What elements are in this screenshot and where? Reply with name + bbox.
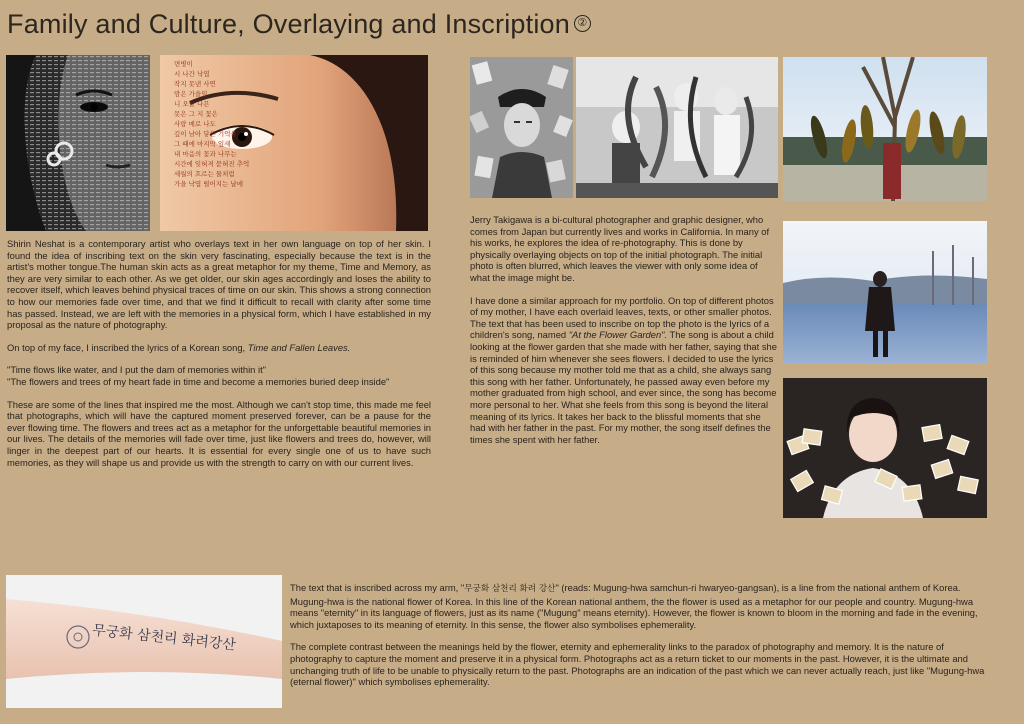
face-inscription-line: 면병이 <box>174 60 193 68</box>
page-title: Family and Culture, Overlaying and Inscription ② <box>7 9 591 40</box>
face-inscription-line: 내 마음의 꽃과 나무는 <box>174 150 237 158</box>
face-inscription-line: 니 오늘 나믄 <box>174 100 210 108</box>
face-inscription <box>174 59 344 189</box>
face-inscription-line: 가을 낙엽 떨어지는 날에 <box>174 180 243 188</box>
lyric-quote: "Time flows like water, and I put the dam of memories within it" <box>7 364 267 376</box>
song-title: Time and Fallen Leaves. <box>247 341 351 353</box>
lyric-quote: "The flowers and trees of my heart fade in time and become a memories buried deep inside" <box>7 375 390 387</box>
paradox-paragraph: The complete contrast between the meanings held by the flower, eternity and ephemerality links to the paradox of photography and memory. It is the nature of photography to capture the moment and preserve it in a physical form. Photographs act as a return ticket to our moments in the past. However, it is the ultimate and unchanging truth of life to be unable to physically return to the past. Photographs are an indication of the past which we can never actually reach, just like "Mugung-hwa (eternal flower)" which symbolises ephemerality. <box>290 641 985 688</box>
lyric-quotes <box>7 364 431 387</box>
face-inscription-line: 맘은 가을일 <box>174 90 208 98</box>
anthem-paragraph: The text that is inscribed across my arm, "무궁화 삼천리 화려 강산" (reads: Mugung-hwa samchun-ri hwaryeo-gangsan), is a line from the national anthem of Korea. Mugung-hwa is the national flower of Korea. In this line of the Korean national anthem, the the flower is used as a metaphor for our people and country. Mugung-hwa means "eternity" in its language of flowers, just as its name ("Mugung" means eternity). However, the flower is known to bloom in the morning and fade in the evening, which juxtaposes to its meaning of eternity. In this sense, the flower also symbolises ephemerality. <box>290 582 978 630</box>
face-inscription-line: 깊이 남아 닿은 기억을 <box>174 130 237 138</box>
mother-leaves-photo <box>783 57 987 201</box>
shirin-neshat-artwork <box>6 55 150 231</box>
mother-lake-photo <box>783 221 987 363</box>
face-inscription-line: 못은 그 지 꽃은 <box>174 110 218 118</box>
inscribed-arm-photo <box>6 575 282 708</box>
takigawa-text <box>470 214 777 456</box>
face-inscription-line: 세월의 흐르는 물처럼 <box>174 170 235 178</box>
inscribed-eye-photo <box>160 55 428 231</box>
mother-photo-collage <box>783 378 987 518</box>
face-inscription-line: 그 때에 마지막 잎새 <box>174 140 231 148</box>
neshat-text <box>7 238 431 479</box>
takigawa-children-leaves <box>576 57 778 198</box>
face-inscription-line: 시간에 잊혀져 묻혀진 추억 <box>174 160 250 168</box>
takigawa-paragraph: Jerry Takigawa is a bi-cultural photographer and graphic designer, who comes from Japan but currently lives and works in California. In many of his works, he explores the idea of re-photography. This is done by physically overlaying objects on top of the initial photograph. The initial photo is often blurred, which leaves the viewer with only some idea of what the image might be. <box>470 214 770 283</box>
page-number-badge: ② <box>574 15 591 32</box>
face-inscription-line: 작지 못낸 사연 <box>174 80 216 88</box>
takigawa-soldier-collage <box>470 57 573 198</box>
song-title: "At the Flower Garden". <box>568 329 668 341</box>
lyrics-reflection-paragraph: These are some of the lines that inspired me the most. Although we can't stop time, this made me feel that photographs, which will have the captured moment preserved forever, can be a pause for the ever flowing time. The flowers and trees act as a metaphor for the unforgettable beautiful memories in our lives. The details of the memories will fade over time, just like flowers and trees do, however, will linger in the deepest part of our hearts. It is essential for every single one of us to have such memories, as they will shape us and provide us with the strength to carry on with our current lives. <box>7 398 431 468</box>
approach-paragraph: I have done a similar approach for my portfolio. On top of different photos of my mother, I have each overlaid leaves, texts, or other smaller photos. The text that has been used to inscribe on top the photo is the lyrics of a children's song, named "At the Flower Garden". The song is about a child looking at the flower garden that she made with her father, saying that she is reminded of him whenever she sees flowers. I decided to use the lyrics of this song because my mother told me that as a child, she always sang this song with her father. Unfortunately, he passed away even before my mother graduated from high school, and ever since, the song has become more personal to her. What she feels from this song is beyond the literal meaning of its lyrics. It takes her back to the blissful moments that she had with her father in the past. For my mother, the song itself defines the times she spent with her father. <box>470 294 777 445</box>
anthem-text <box>290 582 990 699</box>
face-inscription-line: 사랑 매로 나도 <box>174 120 216 128</box>
arm-inscription: 무궁화 삼천리 화려강산 <box>91 622 237 654</box>
song-paragraph: On top of my face, I inscribed the lyrics of a Korean song, Time and Fallen Leaves. <box>7 341 351 353</box>
face-inscription-line: 시 나간 낙엽 <box>174 70 210 78</box>
neshat-paragraph: Shirin Neshat is a contemporary artist who overlays text in her own language on top of her skin. I found the idea of inscribing text on the skin very fascinating, especially because the text is in the artist's mother tongue.The human skin acts as a great metaphor for my theme, Time and Memory, as they are very similar to each other. As we get older, our skin ages accordingly and loses the ability to recover itself, which leaves behind physical traces of time on our skin. This shows a strong connection to how our memories fade over time, and that we find it difficult to recall with clarity after some time has passed. Instead, we are left with the memories in a physical form, which I have established in my proposal as the nature of photography. <box>7 238 431 331</box>
